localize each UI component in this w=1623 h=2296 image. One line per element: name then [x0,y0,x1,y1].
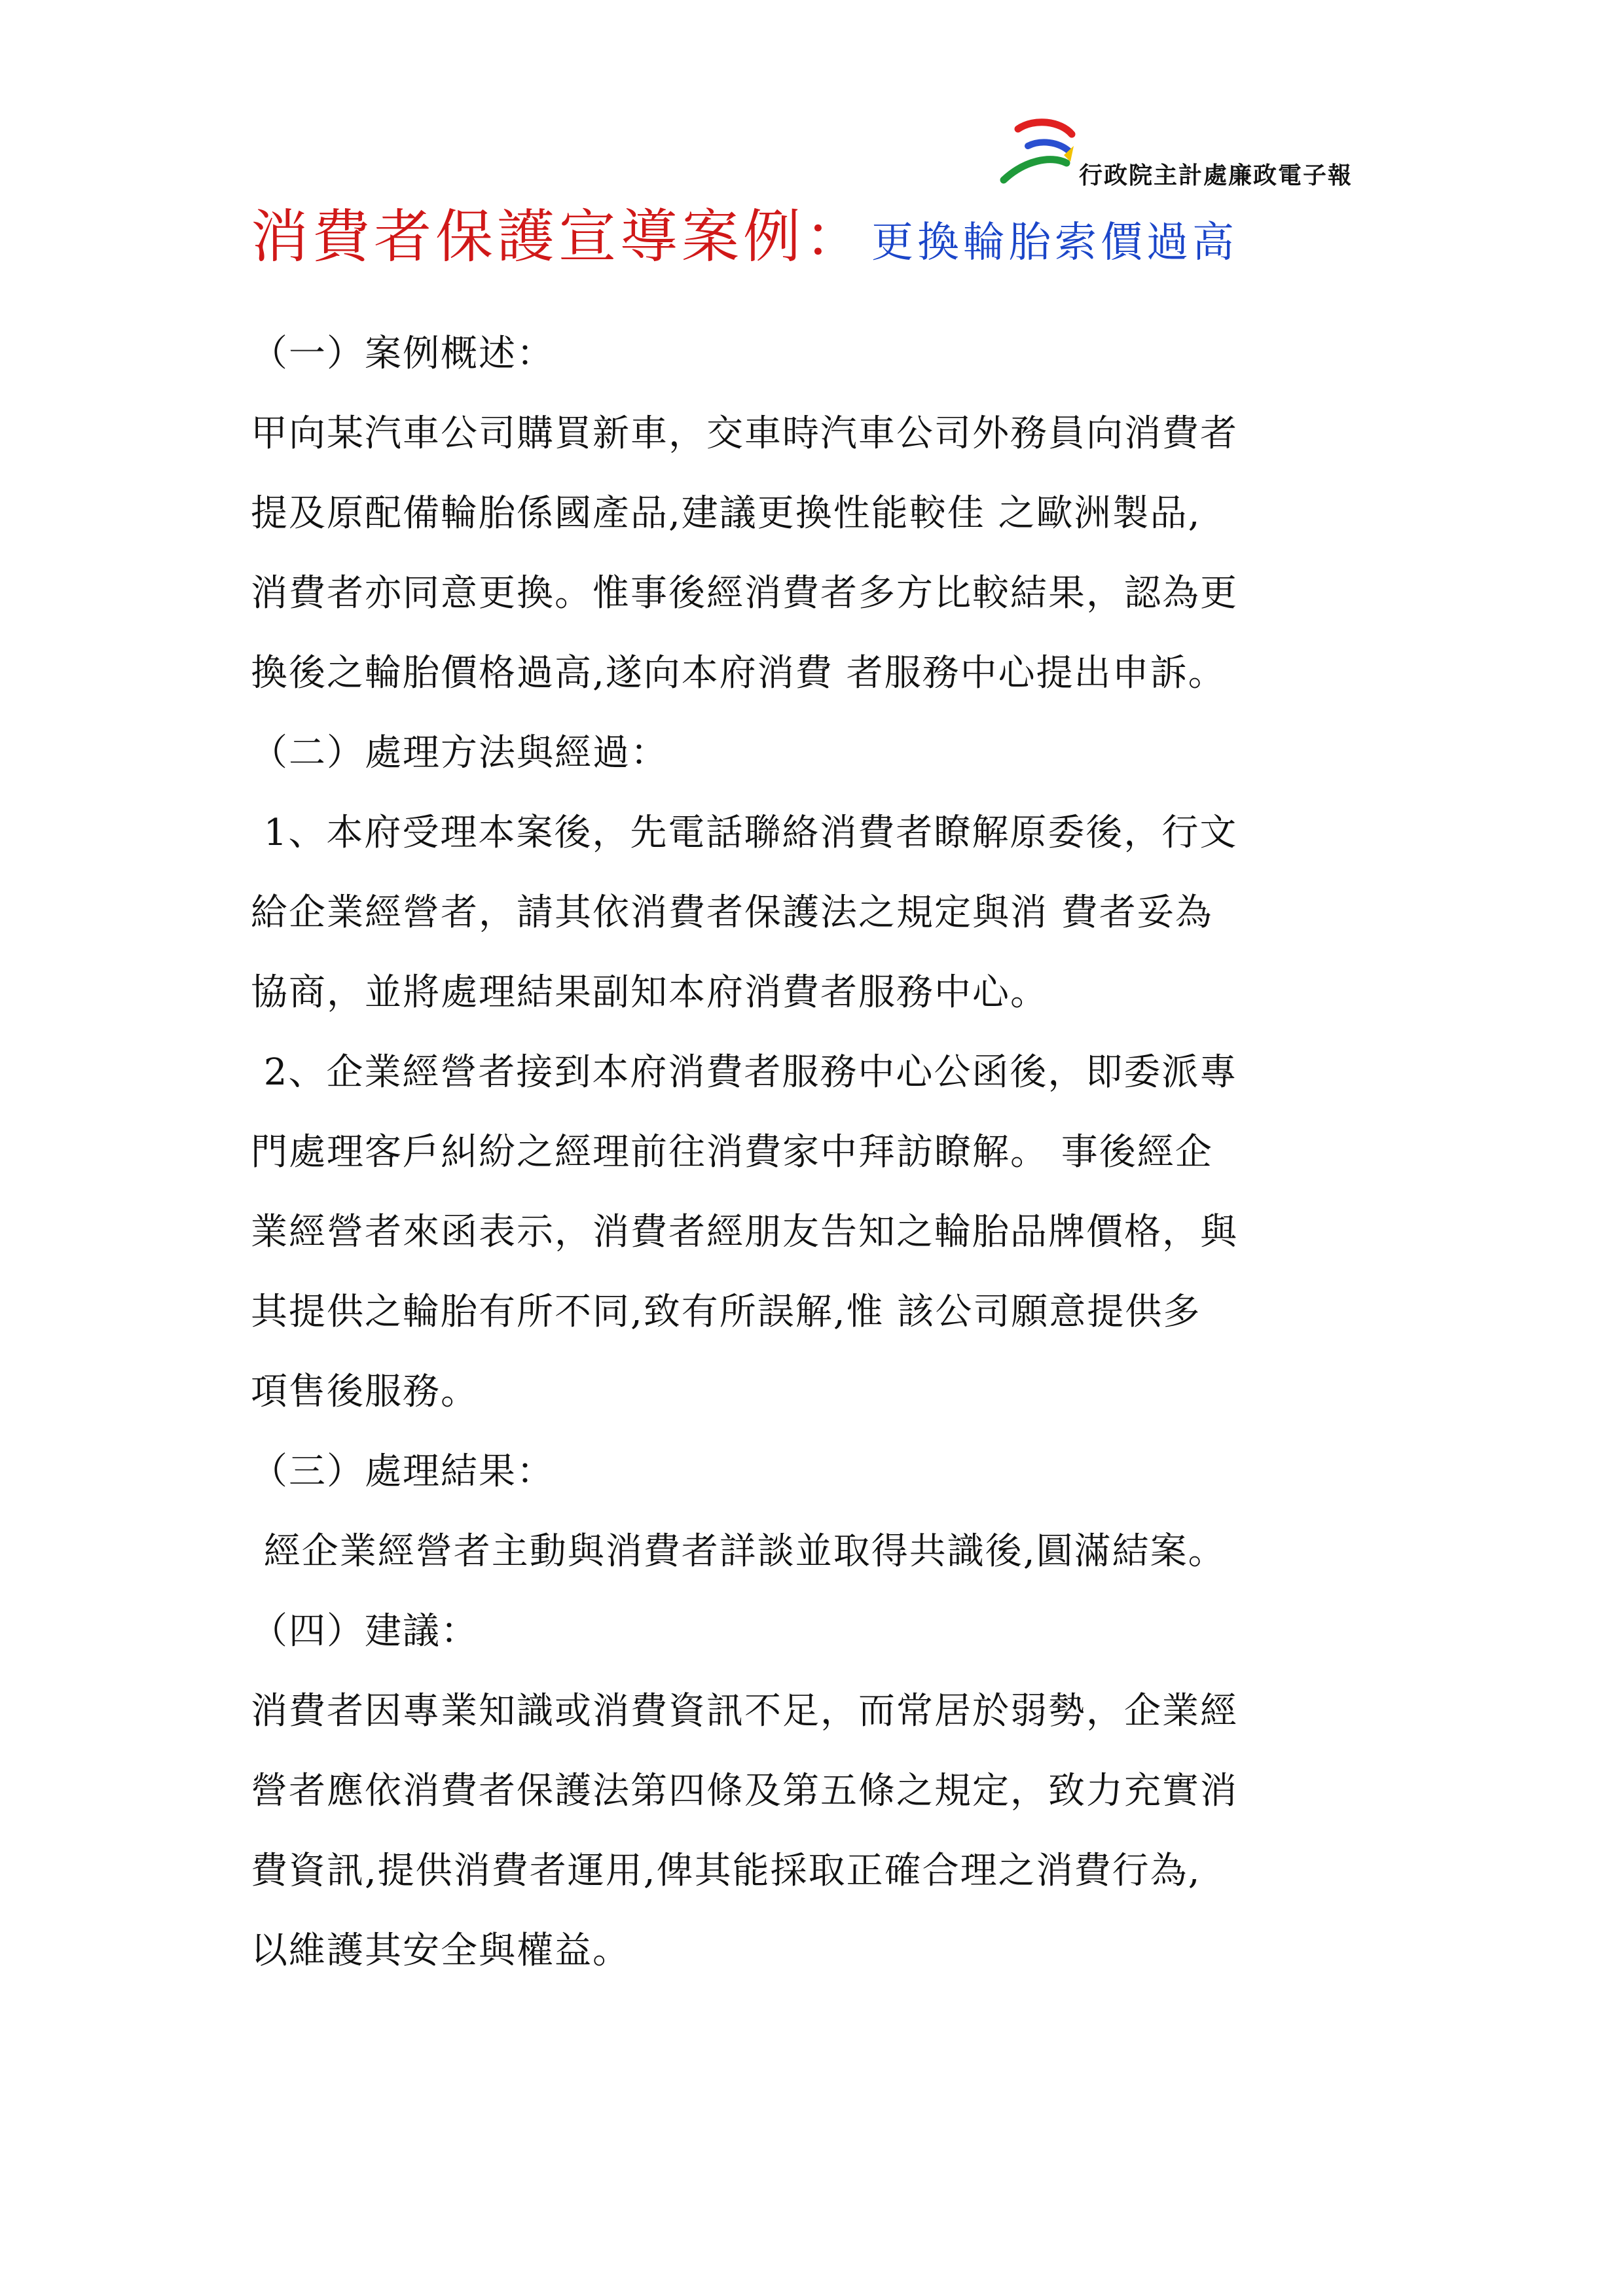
body-line: 門處理客戶糾紛之經理前往消費家中拜訪瞭解。 事後經企 [251,1131,1213,1174]
body-line: 提及原配備輪胎係國產品,建議更換性能較佳 之歐洲製品, [251,492,1201,535]
body-line: 消費者亦同意更換。惟事後經消費者多方比較結果，認為更 [251,572,1238,615]
document-body [251,314,1390,1991]
section-heading-result: （三）處理結果： [251,1450,555,1493]
page-title [251,203,1239,270]
section-heading-overview: （一）案例概述： [251,332,555,375]
header-org-name: 行政院主計處廉政電子報 [1079,162,1353,189]
title-subtitle: 更換輪胎索價過高 [871,219,1239,267]
body-line: 1、本府受理本案後，先電話聯絡消費者瞭解原委後，行文 [251,812,1238,854]
body-line: 換後之輪胎價格過高,遂向本府消費 者服務中心提出申訴。 [251,652,1226,694]
body-line: 給企業經營者，請其依消費者保護法之規定與消 費者妥為 [251,891,1213,934]
body-line: 消費者因專業知識或消費資訊不足，而常居於弱勢，企業經 [251,1690,1238,1732]
section-heading-suggestion: （四）建議： [251,1610,479,1653]
section-heading-process: （二）處理方法與經過： [251,732,668,774]
body-line: 費資訊,提供消費者運用,俾其能採取正確合理之消費行為, [251,1850,1201,1892]
body-line: 以維護其安全與權益。 [251,1929,630,1972]
title-main: 消費者保護宣導案例： [251,203,867,270]
body-line: 項售後服務。 [251,1371,479,1413]
body-line: 協商，並將處理結果副知本府消費者服務中心。 [251,971,1048,1014]
ministry-logo-icon [998,115,1084,187]
body-line: 營者應依消費者保護法第四條及第五條之規定，致力充實消 [251,1770,1238,1812]
body-line: 甲向某汽車公司購買新車，交車時汽車公司外務員向消費者 [251,412,1238,455]
body-line: 2、企業經營者接到本府消費者服務中心公函後，即委派專 [251,1051,1238,1094]
body-line: 其提供之輪胎有所不同,致有所誤解,惟 該公司願意提供多 [251,1291,1201,1333]
body-line: 業經營者來函表示，消費者經朋友告知之輪胎品牌價格，與 [251,1211,1238,1253]
body-line: 經企業經營者主動與消費者詳談並取得共識後,圓滿結案。 [251,1530,1226,1573]
